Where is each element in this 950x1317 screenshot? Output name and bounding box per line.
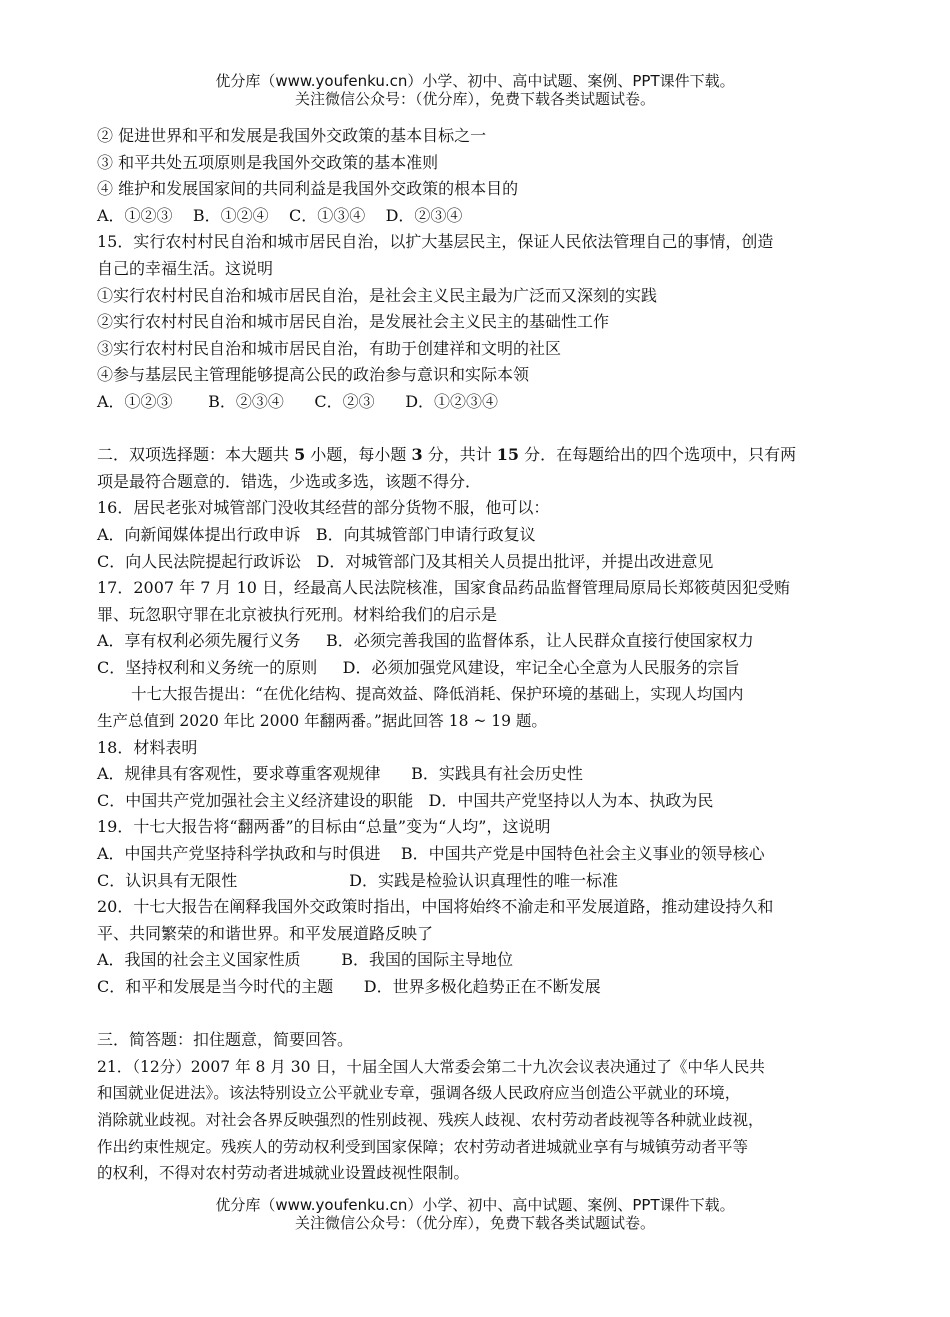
spacer: [97, 1001, 857, 1028]
points-total: 15: [496, 445, 520, 465]
intro-part: 分，共计: [427, 445, 492, 465]
q17-options-cd: C．坚持权利和义务统一的原则 D．必须加强党风建设，牢记全心全意为人民服务的宗旨: [97, 657, 740, 677]
q17-stem-1: 17．2007 年 7 月 10 日，经最高人民法院核准，国家食品药品监督管理局原局长郑筱萸因犯受贿: [97, 578, 791, 598]
footer-line-1: 优分库（www.youfenku.cn）小学、初中、高中试题、案例、PPT课件下载。: [215, 1196, 735, 1214]
q21-line-3: 消除就业歧视。对社会各界反映强烈的性别歧视、残疾人歧视、农村劳动者歧视等各种就业歧视，: [97, 1110, 764, 1129]
page-header: [0, 72, 950, 108]
intro-part: 二．双项选择题：本大题共: [97, 445, 290, 465]
q15-stem-1: 15．实行农村村民自治和城市居民自治，以扩大基层民主，保证人民依法管理自己的事情，创造: [97, 232, 774, 252]
q17-options-ab: A．享有权利必须先履行义务 B．必须完善我国的监督体系，让人民群众直接行使国家权力: [97, 631, 754, 651]
q18-stem: 18．材料表明: [97, 737, 198, 757]
material-line-1: 十七大报告提出：“在优化结构、提高效益、降低消耗、保护环境的基础上，实现人均国内: [131, 685, 744, 704]
q14-option-2: ② 促进世界和平和发展是我国外交政策的基本目标之一: [97, 126, 487, 145]
q21-line-4: 作出约束性规定。残疾人的劳动权利受到国家保障；农村劳动者进城就业享有与城镇劳动者平等: [97, 1137, 749, 1156]
material-line-2: 生产总值到 2020 年比 2000 年翻两番。”据此回答 18 ~ 19 题。: [97, 712, 547, 731]
q18-options-cd: C．中国共产党加强社会主义经济建设的职能 D．中国共产党坚持以人为本、执政为民: [97, 790, 714, 810]
q21-line-2: 和国就业促进法》。该法特别设立公平就业专章，强调各级人民政府应当创造公平就业的环境，: [97, 1084, 741, 1103]
q16-options-ab: A．向新闻媒体提出行政申诉 B．向其城管部门申请行政复议: [97, 524, 536, 544]
q19-options-ab: A．中国共产党坚持科学执政和与时俱进 B．中国共产党是中国特色社会主义事业的领导核心: [97, 844, 765, 864]
q20-options-cd: C．和平和发展是当今时代的主题 D．世界多极化趋势正在不断发展: [97, 977, 601, 996]
q15-choices: A．①②③ B．②③④ C．②③ D．①②③④: [97, 391, 499, 411]
page-footer: [0, 1196, 950, 1232]
points-each: 3: [411, 445, 423, 465]
q15-option-4: ④参与基层民主管理能够提高公民的政治参与意识和实际本领: [97, 365, 530, 385]
footer-line-2: 关注微信公众号：（优分库），免费下载各类试题试卷。: [294, 1214, 655, 1232]
header-line-1: 优分库（www.youfenku.cn）小学、初中、高中试题、案例、PPT课件下载。: [215, 72, 735, 90]
q15-option-2: ②实行农村村民自治和城市居民自治，是发展社会主义民主的基础性工作: [97, 312, 610, 332]
intro-part: 分．在每题给出的四个选项中，只有两: [524, 445, 797, 465]
q21-line-1: 21．（12分）2007 年 8 月 30 日，十届全国人大常委会第二十九次会议表决通过了《中华人民共: [97, 1057, 765, 1076]
section3-title: 三．简答题：扣住题意，简要回答。: [97, 1030, 354, 1050]
q20-stem-2: 平、共同繁荣的和谐世界。和平发展道路反映了: [97, 923, 434, 943]
section2-intro: [97, 442, 857, 469]
q14-option-3: ③ 和平共处五项原则是我国外交政策的基本准则: [97, 152, 439, 172]
spacer: [97, 416, 857, 443]
question-count: 5: [294, 445, 306, 465]
section2-intro-2: 项是最符合题意的．错选，少选或多选，该题不得分．: [97, 471, 482, 491]
intro-part: 小题，每小题: [310, 445, 407, 465]
q18-options-ab: A．规律具有客观性，要求尊重客观规律 B．实践具有社会历史性: [97, 764, 583, 784]
q19-options-cd: C．认识具有无限性 D．实践是检验认识真理性的唯一标准: [97, 870, 618, 890]
q16-stem: 16．居民老张对城管部门没收其经营的部分货物不服，他可以：: [97, 498, 550, 518]
q15-option-3: ③实行农村村民自治和城市居民自治，有助于创建祥和文明的社区: [97, 338, 562, 358]
q14-option-4: ④ 维护和发展国家间的共同利益是我国外交政策的根本目的: [97, 179, 519, 199]
q14-choices: A．①②③ B．①②④ C．①③④ D．②③④: [97, 205, 463, 225]
q15-stem-2: 自己的幸福生活。这说明: [97, 258, 274, 278]
q19-stem: 19．十七大报告将“翻两番”的目标由“总量”变为“人均”，这说明: [97, 817, 551, 837]
header-line-2: 关注微信公众号：（优分库），免费下载各类试题试卷。: [294, 90, 655, 108]
q20-options-ab: A．我国的社会主义国家性质 B．我国的国际主导地位: [97, 950, 514, 970]
q16-options-cd: C．向人民法院提起行政诉讼 D．对城管部门及其相关人员提出批评，并提出改进意见: [97, 551, 714, 571]
q17-stem-2: 罪、玩忽职守罪在北京被执行死刑。材料给我们的启示是: [97, 604, 498, 624]
q15-option-1: ①实行农村村民自治和城市居民自治，是社会主义民主最为广泛而又深刻的实践: [97, 285, 658, 305]
q20-stem-1: 20．十七大报告在阐释我国外交政策时指出，中国将始终不渝走和平发展道路，推动建设持久和: [97, 897, 774, 917]
q21-line-5: 的权利，不得对农村劳动者进城就业设置歧视性限制。: [97, 1164, 470, 1183]
exam-content: [97, 123, 857, 1187]
